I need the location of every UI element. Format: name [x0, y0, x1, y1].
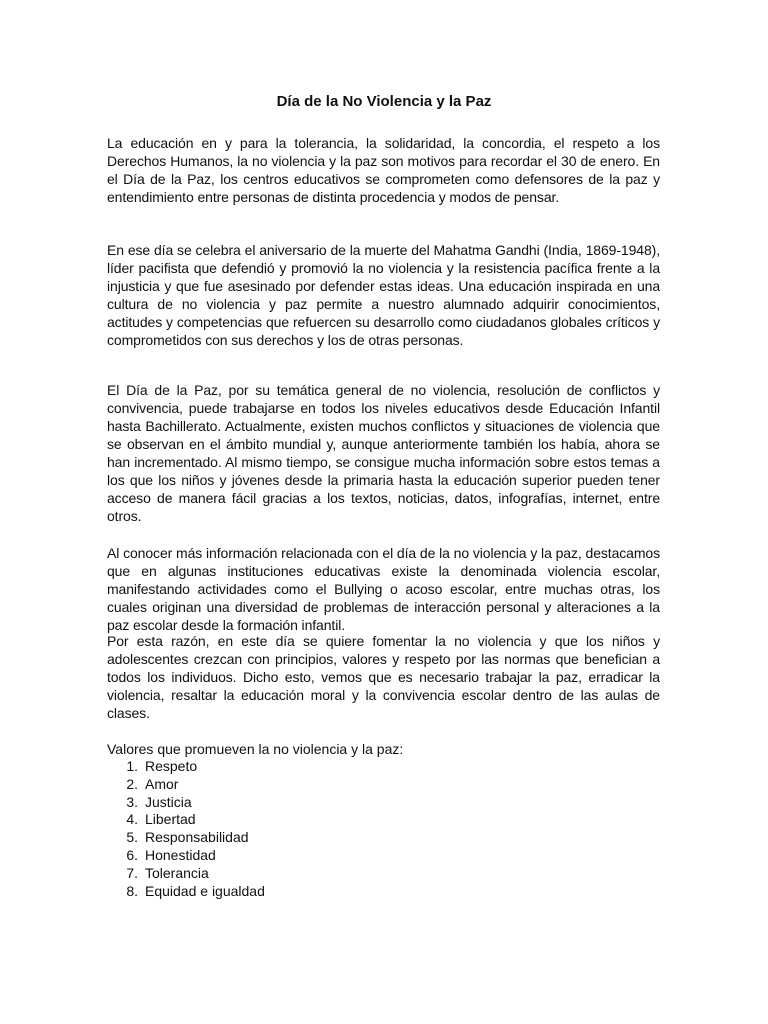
list-item-label: Libertad: [145, 811, 196, 828]
list-item: [107, 829, 265, 847]
values-list: [107, 758, 265, 900]
paragraph-gandhi: En ese día se celebra el aniversario de la muerte del Mahatma Gandhi (India, 1869-1948), líder pacifista que defendió y promovió la no violencia y la resistencia pacífica frente a la injusticia y que fue asesinado por defender estas ideas. Una educación inspirada en una cultura de no violencia y paz permite a nuestro alumnado adquirir conocimientos, actitudes y competencias que refuercen su desarrollo como ciudadanos globales críticos y comprometidos con sus derechos y los de otras personas.: [107, 242, 660, 348]
list-item-number: 8.: [126, 882, 138, 899]
list-item-label: Justicia: [145, 793, 192, 810]
list-item-label: Respeto: [145, 758, 198, 774]
list-item: [107, 847, 265, 865]
paragraph-violence-school: Al conocer más información relacionada con el día de la no violencia y la paz, destacamos que en algunas instituciones educativas existe la denominada violencia escolar, manifestando actividades como el Bullying o acoso escolar, entre muchas otras, los cuales originan una diversidad de problemas de interacción personal y alteraciones a la paz escolar desde la formación infantil.: [107, 545, 660, 633]
list-item: [107, 883, 265, 901]
list-item-label: Equidad e igualdad: [145, 882, 265, 899]
paragraph-levels: El Día de la Paz, por su temática general de no violencia, resolución de conflictos y convivencia, puede trabajarse en todos los niveles educativos desde Educación Infantil hasta Bachillerato. Actualmente, existen muchos conflictos y situaciones de violencia que se observan en el ámbito mundial y, aunque anteriormente también los había, ahora se han incrementado. Al mismo tiempo, se consigue mucha información sobre estos temas a los que los niños y jóvenes desde la primaria hasta la educación superior pueden tener acceso de manera fácil gracias a los textos, noticias, datos, infografías, internet, entre otros.: [107, 382, 660, 524]
list-item: [107, 794, 265, 812]
list-item-label: Amor: [145, 775, 179, 792]
list-item-number: 1.: [126, 758, 138, 774]
paragraph-reason: Por esta razón, en este día se quiere fomentar la no violencia y que los niños y adolescentes crezcan con principios, valores y respeto por las normas que benefician a todos los individuos. Dicho esto, vemos que es necesario trabajar la paz, erradicar la violencia, resaltar la educación moral y la convivencia escolar dentro de las aulas de clases.: [107, 633, 660, 721]
list-item: [107, 811, 265, 829]
list-item-number: 3.: [126, 793, 138, 810]
paragraph-intro: La educación en y para la tolerancia, la solidaridad, la concordia, el respeto a los Derechos Humanos, la no violencia y la paz son motivos para recordar el 30 de enero. En el Día de la Paz, los centros educativos se comprometen como defensores de la paz y entendimiento entre personas de distinta procedencia y modos de pensar.: [107, 135, 660, 205]
list-item: [107, 758, 265, 776]
list-item-label: Honestidad: [145, 846, 216, 863]
list-item-number: 6.: [126, 846, 138, 863]
list-item: [107, 776, 265, 794]
list-item-number: 7.: [126, 864, 138, 881]
list-item-label: Responsabilidad: [145, 829, 249, 846]
list-item-number: 2.: [126, 775, 138, 792]
list-item: [107, 865, 265, 883]
list-item-label: Tolerancia: [145, 864, 209, 881]
list-item-number: 5.: [126, 829, 138, 846]
document-title: Día de la No Violencia y la Paz: [276, 93, 492, 110]
values-intro: Valores que promueven la no violencia y la paz:: [107, 741, 404, 757]
list-item-number: 4.: [126, 811, 138, 828]
